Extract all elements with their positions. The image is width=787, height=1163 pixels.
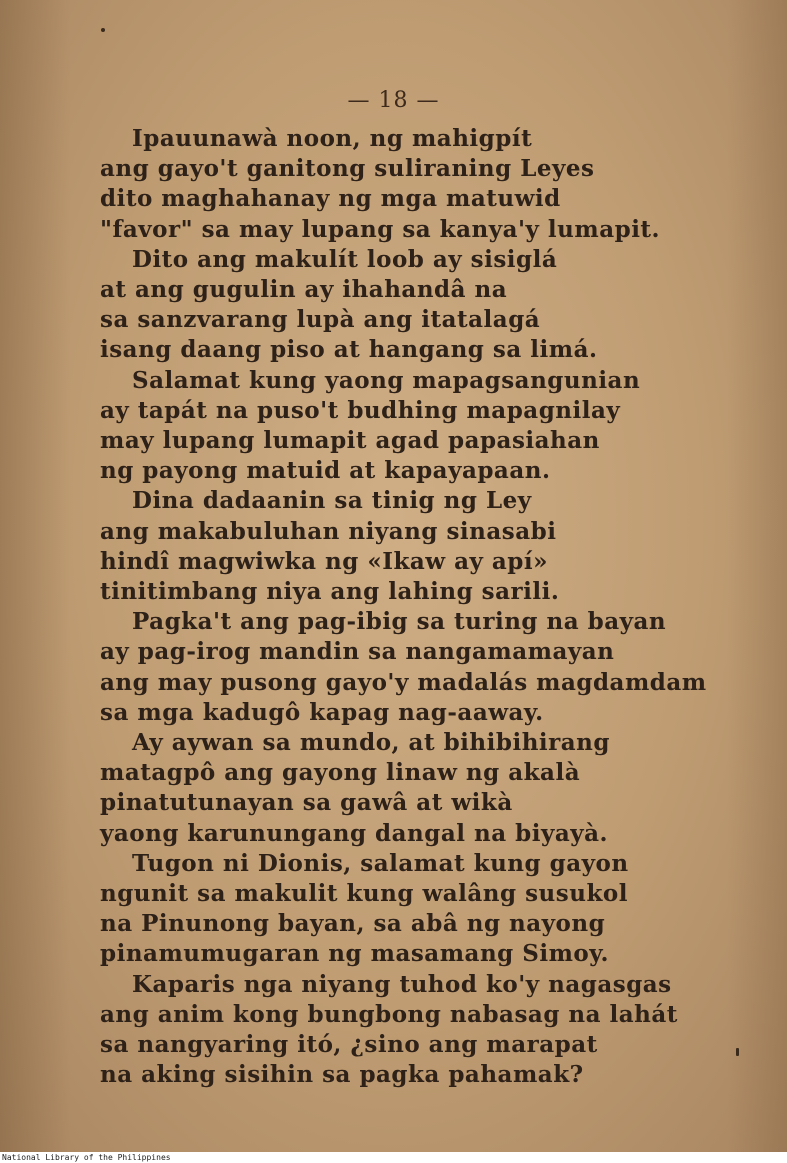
library-credit: National Library of the Philippines xyxy=(2,1153,171,1162)
page-left-shadow xyxy=(0,0,70,1152)
poem-line: Pagka't ang pag-ibig sa turing na bayan xyxy=(132,608,667,636)
poem-text xyxy=(100,124,720,1091)
poem-line: ay pag-irog mandin sa nangamamayan xyxy=(100,638,615,666)
page-right-shadow xyxy=(727,0,787,1152)
poem-line: Tugon ni Dionis, salamat kung gayon xyxy=(132,849,629,877)
poem-line: ay tapát na puso't budhing mapagnilay xyxy=(100,396,621,424)
poem-line: sa nangyaring itó, ¿sino ang marapat xyxy=(100,1031,598,1059)
poem-line: ang gayo't ganitong suliraning Leyes xyxy=(100,155,595,183)
poem-line: tinitimbang niya ang lahing sarili. xyxy=(100,578,560,606)
poem-line: pinamumugaran ng masamang Simoy. xyxy=(100,940,610,968)
poem-line: hindî magwiwka ng «Ikaw ay apí» xyxy=(100,547,548,575)
poem-line: ngunit sa makulit kung walâng susukol xyxy=(100,880,628,908)
poem-line: yaong karunungang dangal na biyayà. xyxy=(100,819,608,847)
poem-line: na Pinunong bayan, sa abâ ng nayong xyxy=(100,910,606,938)
poem-line: na aking sisihin sa pagka pahamak? xyxy=(100,1061,584,1089)
ink-speck xyxy=(101,28,105,32)
poem-line: at ang gugulin ay ihahandâ na xyxy=(100,276,508,304)
poem-line: Dito ang makulít loob ay sisiglá xyxy=(132,245,558,273)
page-number: — 18 — xyxy=(347,88,440,113)
poem-line: dito maghahanay ng mga matuwid xyxy=(100,185,561,213)
poem-line: ang anim kong bungbong nabasag na lahát xyxy=(100,1000,678,1028)
poem-line: sa sanzvarang lupà ang itatalagá xyxy=(100,306,541,334)
poem-line: matagpô ang gayong linaw ng akalà xyxy=(100,759,581,787)
poem-line: ang may pusong gayo'y madalás magdamdam xyxy=(100,668,707,696)
poem-line: Kaparis nga niyang tuhod ko'y nagasgas xyxy=(132,970,672,998)
poem-line: Ay aywan sa mundo, at bihibihirang xyxy=(132,729,610,757)
poem-line: Dina dadaanin sa tinig ng Ley xyxy=(132,487,532,515)
poem-line: ng payong matuid at kapayapaan. xyxy=(100,457,551,485)
poem-line: pinatutunayan sa gawâ at wikà xyxy=(100,789,513,817)
poem-line: ang makabuluhan niyang sinasabi xyxy=(100,517,557,545)
poem-line: may lupang lumapit agad papasiahan xyxy=(100,427,600,455)
poem-line: Ipauunawà noon, ng mahigpít xyxy=(132,125,533,152)
poem-line: isang daang piso at hangang sa limá. xyxy=(100,336,598,364)
ink-speck xyxy=(736,1048,739,1056)
poem-line: sa mga kadugô kapag nag-aaway. xyxy=(100,698,544,726)
poem-line: Salamat kung yaong mapagsangunian xyxy=(132,366,641,394)
poem-line: "favor" sa may lupang sa kanya'y lumapit. xyxy=(100,215,661,243)
